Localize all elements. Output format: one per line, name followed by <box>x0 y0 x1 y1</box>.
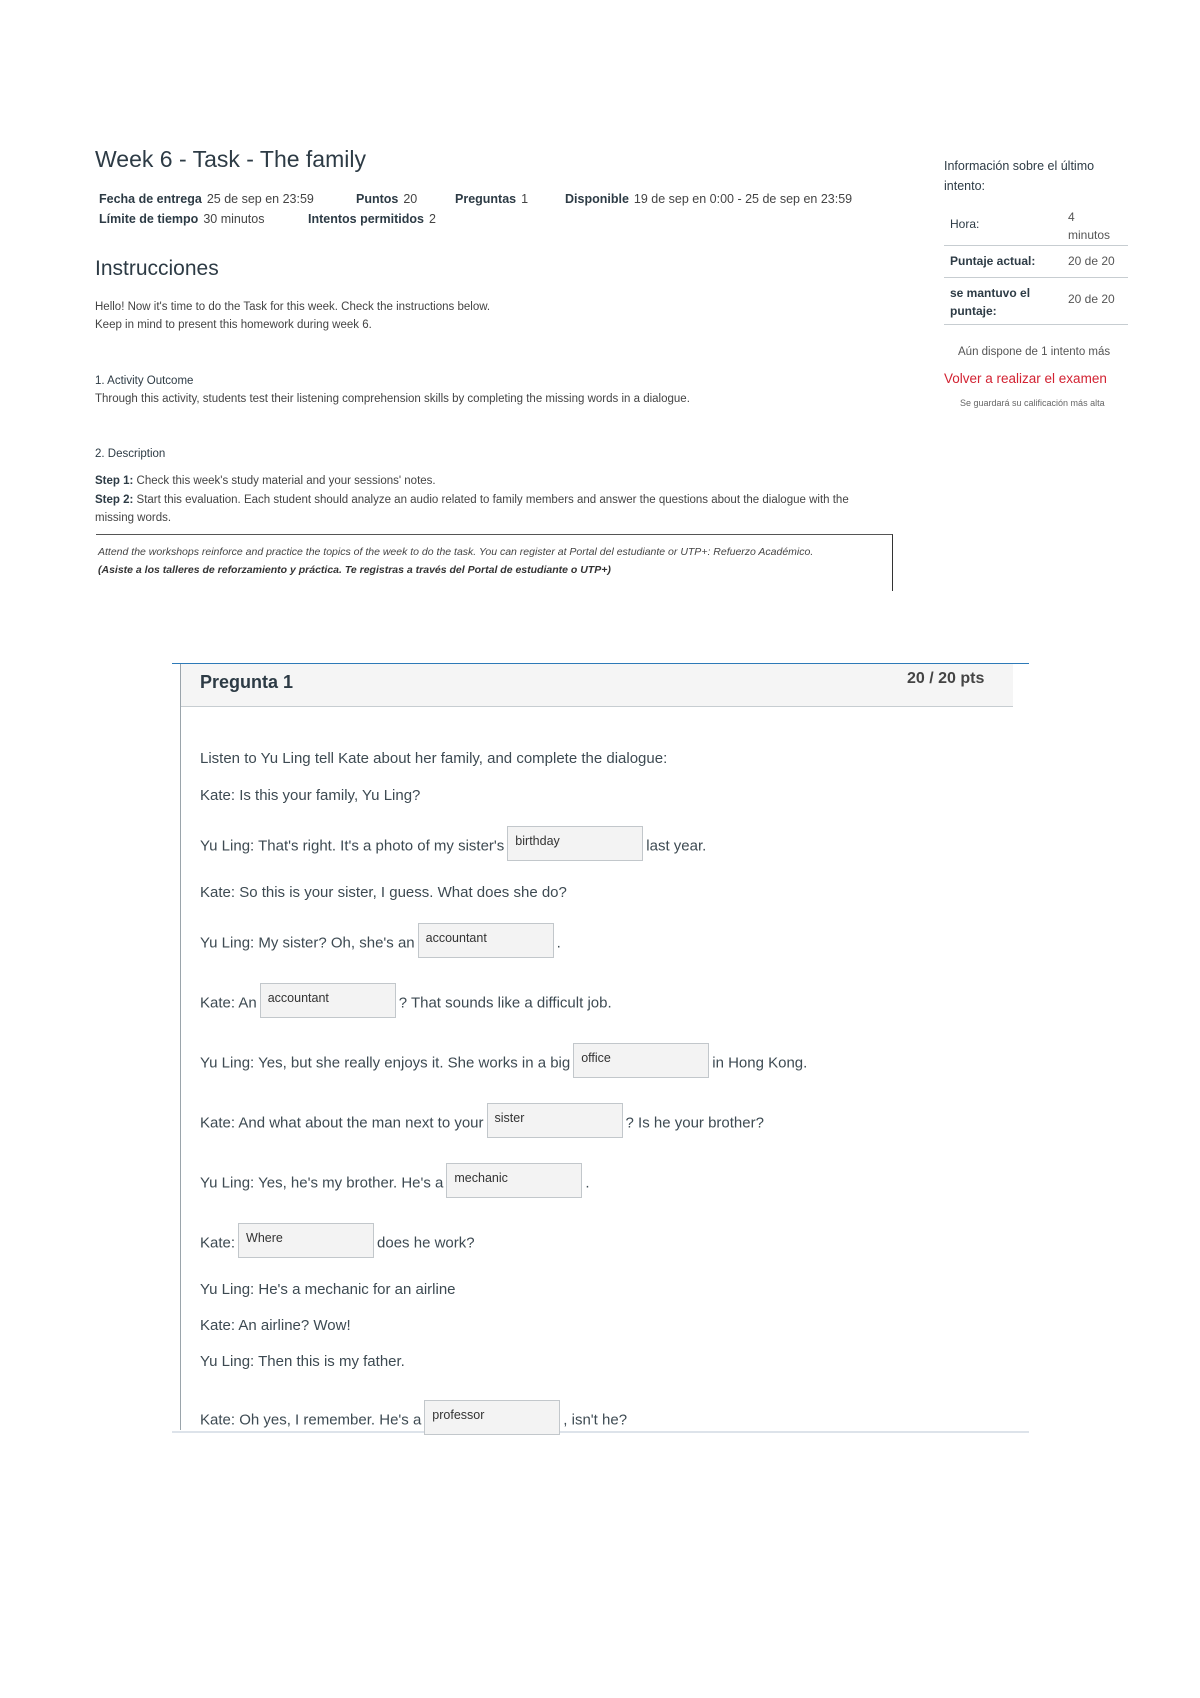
dialogue-line <box>200 1226 475 1261</box>
dialogue-line <box>200 1166 590 1201</box>
score-value: 20 de 20 <box>1068 254 1115 268</box>
line-text: ? Is he your brother? <box>625 1114 764 1132</box>
answer-input-accountant[interactable]: accountant <box>418 923 554 958</box>
time-value <box>1068 208 1110 244</box>
step-body: Start this evaluation. Each student should analyze an audio related to family members and answer the questions about the dialogue with the <box>136 494 849 506</box>
section-heading: 1. Activity Outcome <box>95 375 194 387</box>
line-text: Yu Ling: He's a mechanic for an airline <box>200 1281 456 1298</box>
kept-label-line: se mantuvo el <box>950 286 1031 300</box>
points-meta <box>356 192 417 206</box>
line-text: last year. <box>646 837 707 855</box>
score-kept-note: Se guardará su calificación más alta <box>960 398 1105 408</box>
line-text: Yu Ling: That's right. It's a photo of my sister's <box>200 837 505 855</box>
line-text: Yu Ling: Yes, he's my brother. He's a <box>200 1174 444 1192</box>
kept-score-label <box>950 284 1030 320</box>
meta-value: 20 <box>403 192 418 206</box>
workshop-note <box>96 534 893 591</box>
question-points: 20 / 20 pts <box>907 670 985 687</box>
meta-label: Límite de tiempo <box>99 212 199 226</box>
step-text <box>95 491 849 509</box>
step-body: Check this week's study material and your sessions' notes. <box>136 475 436 487</box>
score-row <box>944 246 1128 278</box>
line-text: Kate: Oh yes, I remember. He's a <box>200 1411 422 1429</box>
intro-text: Hello! Now it's time to do the Task for this week. Check the instructions below. <box>95 301 491 313</box>
section-heading: 2. Description <box>95 448 166 460</box>
dialogue-line <box>200 1046 807 1081</box>
answer-input-office[interactable]: office <box>573 1043 709 1078</box>
question-header <box>181 664 1013 707</box>
time-limit-meta <box>99 212 264 226</box>
question-panel-border <box>180 664 181 1430</box>
dialogue-line <box>200 1317 351 1334</box>
meta-value: 1 <box>521 192 529 206</box>
section-text: Through this activity, students test their listening comprehension skills by completing the missing words in a dialogue. <box>95 393 690 405</box>
answer-input-where[interactable]: Where <box>238 1223 374 1258</box>
attempts-meta <box>308 212 436 226</box>
question-prompt: Listen to Yu Ling tell Kate about her family, and complete the dialogue: <box>200 750 668 767</box>
dialogue-line <box>200 1403 627 1438</box>
answer-input-sister[interactable]: sister <box>487 1103 623 1138</box>
dialogue-line <box>200 926 561 961</box>
workshop-line: Attend the workshops reinforce and practice the topics of the week to do the task. You can register at Portal del estudiante or UTP+: Refuerzo Académico. <box>98 546 814 558</box>
meta-value: 19 de sep en 0:00 - 25 de sep en 23:59 <box>633 192 853 206</box>
time-row <box>944 201 1128 246</box>
line-text: in Hong Kong. <box>712 1054 808 1072</box>
sidebar-title-line: intento: <box>944 179 986 193</box>
dialogue-line <box>200 1106 764 1141</box>
kept-label-line: puntaje: <box>950 304 997 318</box>
line-text: . <box>556 934 561 952</box>
step-label: Step 1: <box>95 475 134 487</box>
availability-meta <box>565 192 852 206</box>
sidebar-title-line: Información sobre el último <box>944 159 1095 173</box>
page-title: Week 6 - Task - The family <box>95 146 366 172</box>
line-text: , isn't he? <box>563 1411 628 1429</box>
answer-input-accountant-2[interactable]: accountant <box>260 983 396 1018</box>
attempts-left: Aún dispone de 1 intento más <box>958 346 1111 358</box>
dialogue-line <box>200 884 567 901</box>
meta-label: Puntos <box>356 192 399 206</box>
score-label: Puntaje actual: <box>950 254 1036 268</box>
line-text: Yu Ling: Then this is my father. <box>200 1353 405 1370</box>
meta-label: Disponible <box>565 192 629 206</box>
instructions-heading: Instrucciones <box>95 257 219 280</box>
time-value-number: 4 <box>1068 210 1075 224</box>
line-text: Kate: <box>200 1234 236 1252</box>
due-date <box>99 192 314 206</box>
kept-score-value: 20 de 20 <box>1068 292 1115 306</box>
dialogue-line <box>200 986 612 1021</box>
meta-label: Preguntas <box>455 192 517 206</box>
retake-quiz-link[interactable]: Volver a realizar el examen <box>944 371 1107 386</box>
line-text: Kate: And what about the man next to your <box>200 1114 484 1132</box>
meta-value: 2 <box>428 212 436 226</box>
step-label: Step 2: <box>95 494 134 506</box>
time-value-unit: minutos <box>1068 228 1111 242</box>
line-text: . <box>585 1174 590 1192</box>
time-label: Hora: <box>950 217 980 231</box>
answer-input-birthday[interactable]: birthday <box>507 826 643 861</box>
line-text: Kate: Is this your family, Yu Ling? <box>200 787 421 804</box>
intro-text: Keep in mind to present this homework during week 6. <box>95 319 372 331</box>
line-text: Kate: An <box>200 994 257 1012</box>
last-attempt-title <box>944 156 1094 196</box>
meta-value: 25 de sep en 23:59 <box>206 192 314 206</box>
answer-input-professor[interactable]: professor <box>424 1400 560 1435</box>
step-text-cont: missing words. <box>95 512 172 524</box>
meta-label: Intentos permitidos <box>308 212 424 226</box>
attempt-info-table <box>944 201 1128 325</box>
dialogue-line <box>200 1281 456 1298</box>
line-text: Yu Ling: My sister? Oh, she's an <box>200 934 415 952</box>
meta-label: Fecha de entrega <box>99 192 202 206</box>
line-text: Yu Ling: Yes, but she really enjoys it. She works in a big <box>200 1054 571 1072</box>
step-text <box>95 472 436 490</box>
dialogue-line <box>200 829 706 864</box>
questions-meta <box>455 192 528 206</box>
line-text: does he work? <box>377 1234 475 1252</box>
kept-score-row <box>944 278 1128 325</box>
dialogue-line <box>200 1353 405 1370</box>
answer-input-mechanic[interactable]: mechanic <box>446 1163 582 1198</box>
dialogue-line <box>200 787 420 804</box>
line-text: Kate: So this is your sister, I guess. What does she do? <box>200 884 567 901</box>
line-text: Kate: An airline? Wow! <box>200 1317 351 1334</box>
meta-value: 30 minutos <box>203 212 265 226</box>
line-text: ? That sounds like a difficult job. <box>398 994 612 1012</box>
question-title: Pregunta 1 <box>200 672 294 692</box>
workshop-line: (Asiste a los talleres de reforzamiento y práctica. Te registras a través del Portal de estudiante o UTP+) <box>98 564 611 576</box>
